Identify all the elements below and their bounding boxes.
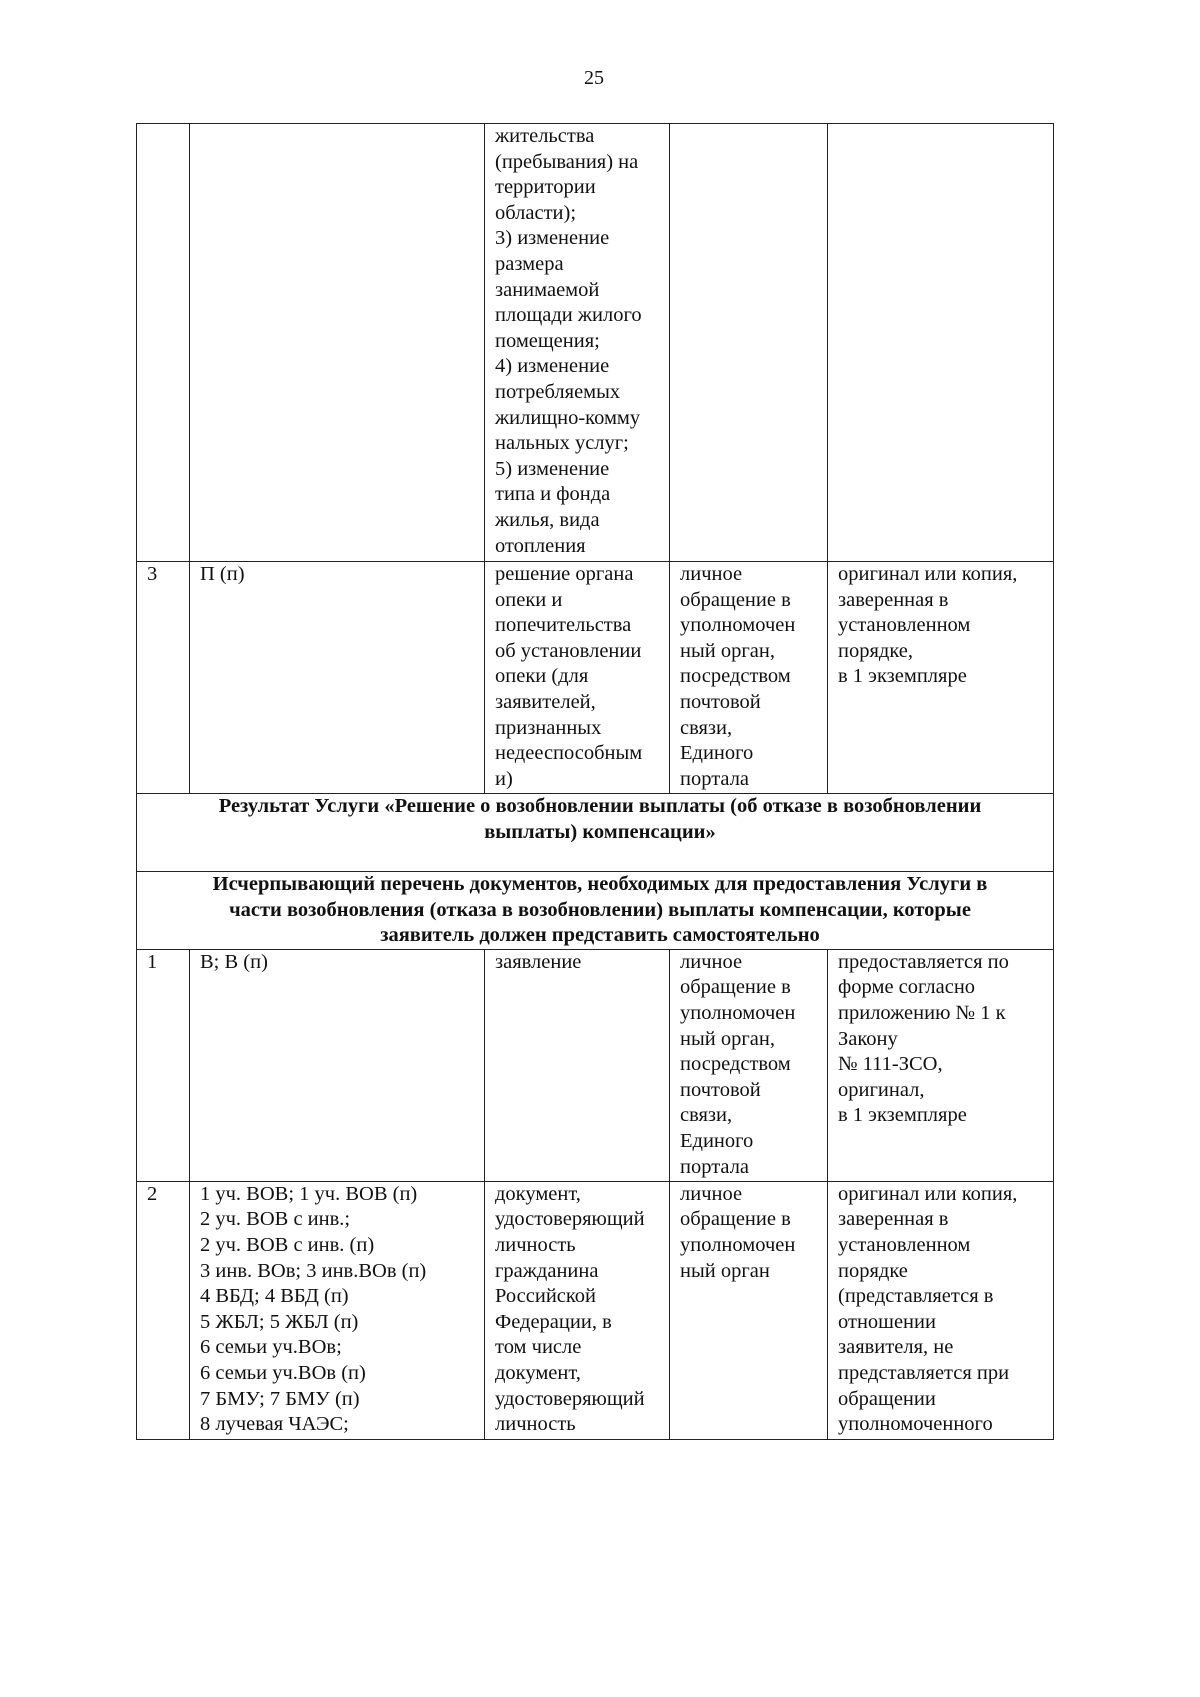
table-row [137, 949, 1054, 1181]
cell-line: форме согласно [838, 976, 976, 999]
cell-line: посредством [680, 665, 791, 688]
cell-line: посредством [680, 1053, 791, 1076]
table-row [137, 562, 1054, 794]
cell-line: 5 ЖБЛ; 5 ЖБЛ (п) [200, 1310, 359, 1333]
cell-line: 2 уч. ВОВ с инв. (п) [200, 1233, 375, 1256]
cell-line: типа и фонда [495, 483, 611, 506]
cell-line: обращение в [680, 588, 791, 611]
cell-line: связи, [680, 716, 733, 739]
row-number: 1 [147, 950, 158, 973]
cell-line: личность [495, 1233, 576, 1256]
cell-line: уполномочен [680, 1233, 796, 1256]
form-cell [828, 949, 1054, 1181]
cell-line: документ, [495, 1182, 581, 1205]
page-number: 25 [584, 67, 604, 89]
cell-line: заявление [495, 950, 582, 973]
cell-line: ный орган [680, 1259, 770, 1282]
cell-line: попечительства [495, 614, 632, 637]
category-cell [190, 562, 485, 794]
cell-line: занимаемой [495, 278, 600, 301]
cell-line: портала [680, 767, 750, 790]
cell-line: отопления [495, 534, 586, 557]
method-cell [670, 562, 828, 794]
cell-line: Закону [838, 1027, 898, 1050]
cell-line: ный орган, [680, 639, 775, 662]
cell-line: № 111-ЗСО, [838, 1053, 943, 1076]
cell-line: документ, [495, 1361, 581, 1384]
cell-line: заявитель должен представить самостоятельно [380, 924, 820, 947]
cell-line: области); [495, 201, 577, 224]
cell-line: 4) изменение [495, 355, 610, 378]
cell-line: об установлении [495, 639, 642, 662]
cell-line: 4 ВБД; 4 ВБД (п) [200, 1285, 349, 1308]
cell-line: признанных [495, 716, 602, 739]
cell-line: уполномочен [680, 1001, 796, 1024]
cell-line: личное [680, 950, 743, 973]
cell-line: выплаты) компенсации» [484, 820, 716, 843]
cell-line: обращении [838, 1387, 936, 1410]
row-number-cell [137, 949, 190, 1181]
cell-line: помещения; [495, 329, 600, 352]
category-cell [190, 949, 485, 1181]
cell-line: Федерации, в [495, 1310, 612, 1333]
cell-line: 3 инв. ВОв; 3 инв.ВОв (п) [200, 1259, 427, 1282]
cell-line: 8 лучевая ЧАЭС; [200, 1413, 349, 1436]
cell-line: личное [680, 1182, 743, 1205]
cell-line: предоставляется по [838, 950, 1009, 973]
cell-line: жилищно-комму [495, 406, 641, 429]
cell-line: обращение в [680, 1208, 791, 1231]
cell-line: удостоверяющий [495, 1208, 645, 1231]
documents-list-header [137, 872, 1054, 950]
cell-line: 1 уч. ВОВ; 1 уч. ВОВ (п) [200, 1182, 418, 1205]
cell-line: П (п) [200, 563, 245, 585]
category-cell [190, 124, 485, 562]
document-cell [485, 949, 670, 1181]
row-number-cell [137, 1181, 190, 1439]
row-number-cell [137, 124, 190, 562]
form-cell [828, 562, 1054, 794]
cell-line: недееспособным [495, 742, 643, 765]
cell-line: порядке [838, 1259, 908, 1282]
result-header [137, 794, 1054, 872]
cell-line: гражданина [495, 1259, 599, 1282]
cell-line: (пребывания) на [495, 150, 639, 173]
cell-line: отношении [838, 1310, 936, 1333]
cell-line: Исчерпывающий перечень документов, необходимых для предоставления Услуги в [212, 873, 988, 895]
cell-line: личное [680, 563, 743, 585]
cell-line: 5) изменение [495, 457, 610, 480]
method-cell [670, 949, 828, 1181]
cell-line: представляется при [838, 1361, 1010, 1384]
document-cell [485, 124, 670, 562]
cell-line: удостоверяющий [495, 1387, 645, 1410]
cell-line: 6 семьи уч.ВОв; [200, 1336, 342, 1359]
cell-line: в 1 экземпляре [838, 665, 967, 688]
cell-line: 3) изменение [495, 227, 610, 250]
cell-line: заверенная в [838, 1208, 949, 1231]
document-cell [485, 1181, 670, 1439]
cell-line: нальных услуг; [495, 432, 629, 455]
cell-line: потребляемых [495, 380, 621, 403]
cell-line: установленном [838, 1233, 971, 1256]
cell-line: в 1 экземпляре [838, 1104, 967, 1127]
cell-line: Российской [495, 1285, 597, 1308]
document-cell [485, 562, 670, 794]
cell-line: территории [495, 176, 596, 199]
cell-line: решение органа [495, 563, 634, 585]
cell-line: площади жилого [495, 304, 642, 327]
cell-line: заверенная в [838, 588, 949, 611]
cell-line: Единого [680, 742, 754, 765]
cell-line: опеки и [495, 588, 563, 611]
table-row [137, 1181, 1054, 1439]
cell-line: оригинал или копия, [838, 563, 1018, 585]
cell-line: ный орган, [680, 1027, 775, 1050]
form-cell [828, 124, 1054, 562]
cell-line: уполномоченного [838, 1413, 993, 1436]
cell-line: В; В (п) [200, 950, 268, 973]
cell-line: портала [680, 1155, 750, 1178]
cell-line: установленном [838, 614, 971, 637]
cell-line: части возобновления (отказа в возобновлении) выплаты компенсации, которые [229, 898, 971, 921]
row-number: 2 [147, 1182, 158, 1205]
category-cell [190, 1181, 485, 1439]
cell-line: заявителя, не [838, 1336, 954, 1359]
row-number-cell [137, 562, 190, 794]
cell-line: почтовой [680, 690, 761, 713]
cell-line: 2 уч. ВОВ с инв.; [200, 1208, 351, 1231]
section-header-row [137, 794, 1054, 872]
method-cell [670, 124, 828, 562]
cell-line: заявителей, [495, 690, 596, 713]
cell-line: (представляется в [838, 1285, 994, 1308]
cell-line: том числе [495, 1336, 582, 1359]
cell-line: и) [495, 767, 513, 790]
cell-line: почтовой [680, 1078, 761, 1101]
cell-line: порядке, [838, 639, 914, 662]
cell-line: приложению № 1 к [838, 1001, 1006, 1024]
cell-line: личность [495, 1413, 576, 1436]
cell-line: 6 семьи уч.ВОв (п) [200, 1361, 366, 1384]
cell-line: жилья, вида [495, 508, 600, 531]
method-cell [670, 1181, 828, 1439]
cell-line: Результат Услуги «Решение о возобновлении выплаты (об отказе в возобновлении [218, 795, 982, 817]
cell-line: оригинал, [838, 1078, 925, 1101]
table-row [137, 124, 1054, 562]
cell-line: обращение в [680, 976, 791, 999]
cell-line: оригинал или копия, [838, 1182, 1018, 1205]
cell-line: связи, [680, 1104, 733, 1127]
cell-line: 7 БМУ; 7 БМУ (п) [200, 1387, 360, 1410]
form-cell [828, 1181, 1054, 1439]
cell-line: Единого [680, 1129, 754, 1152]
cell-line: размера [495, 252, 564, 275]
section-header-row [137, 872, 1054, 950]
cell-line: уполномочен [680, 614, 796, 637]
documents-table [136, 123, 1054, 1440]
row-number: 3 [147, 563, 158, 585]
cell-line: опеки (для [495, 665, 589, 688]
cell-line: жительства [495, 125, 595, 147]
